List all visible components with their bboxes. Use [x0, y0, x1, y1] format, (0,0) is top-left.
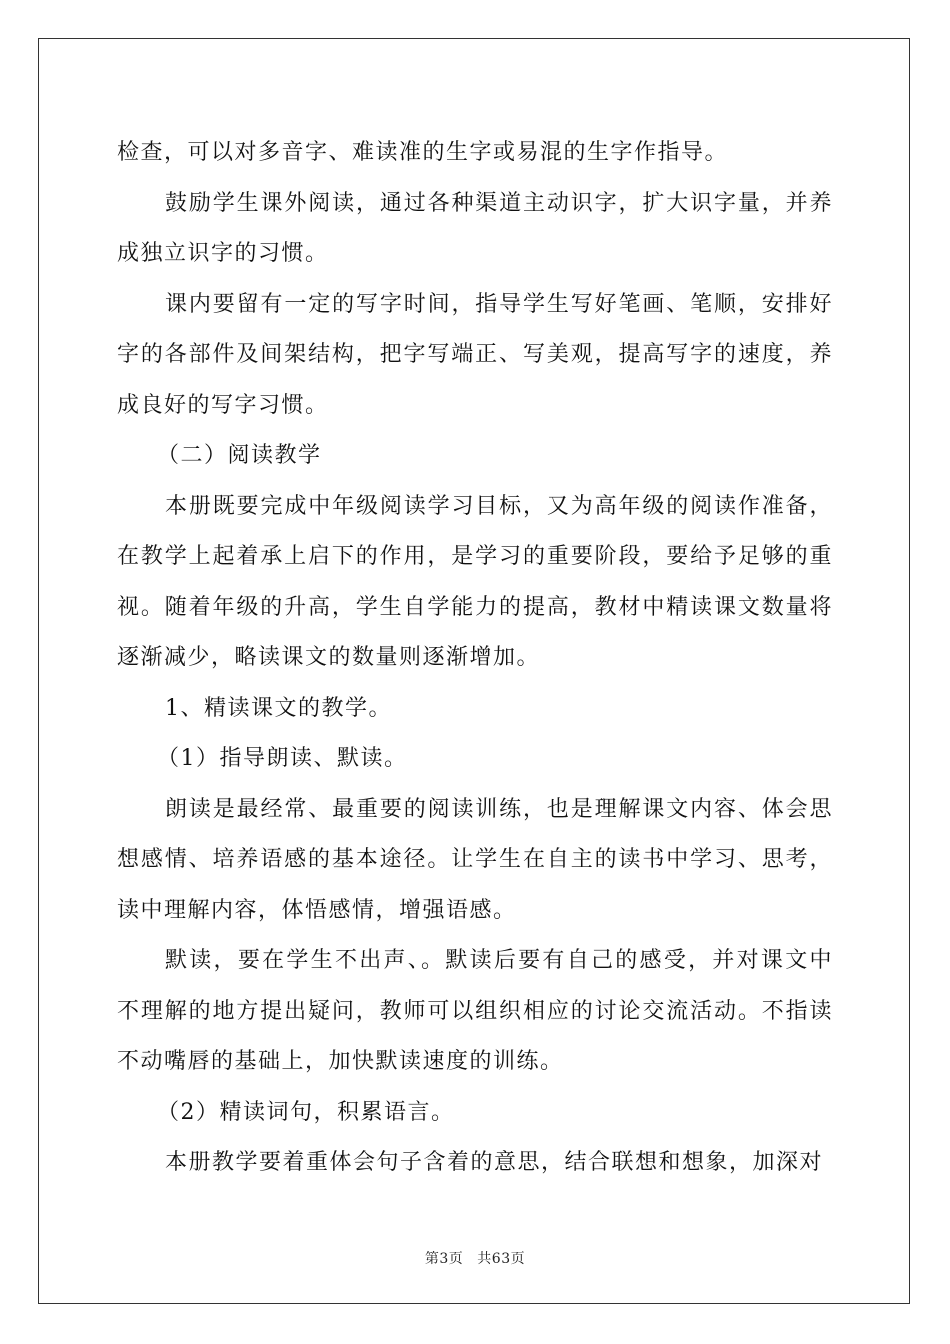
paragraph-reading-goals: 本册既要完成中年级阅读学习目标，又为高年级的阅读作准备，在教学上起着承上启下的作用，是学习的重要阶段，要给予足够的重视。随着年级的升高，学生自学能力的提高，教材中精读课文数量将逐渐减少，略读课文的数量则逐渐增加。	[117, 493, 833, 670]
page-total: 共63页	[477, 1251, 526, 1267]
subheading-intensive-reading: 1、精读课文的教学。	[165, 695, 392, 721]
page-footer	[0, 1248, 950, 1268]
paragraph-extracurricular-reading: 鼓励学生课外阅读，通过各种渠道主动识字，扩大识字量，并养成独立识字的习惯。	[117, 190, 833, 266]
paragraph-continuation: 检查，可以对多音字、难读准的生字或易混的生字作指导。	[117, 140, 729, 165]
paragraph-reading-aloud: 朗读是最经常、最重要的阅读训练，也是理解课文内容、体会思想感情、培养语感的基本途径。让学生在自主的读书中学习、思考，读中理解内容，体悟感情，增强语感。	[117, 796, 833, 923]
paragraph-writing-practice: 课内要留有一定的写字时间，指导学生写好笔画、笔顺，安排好字的各部件及间架结构，把字写端正、写美观，提高写字的速度，养成良好的写字习惯。	[117, 291, 833, 418]
subheading-guided-reading: （1）指导朗读、默读。	[157, 746, 408, 771]
section-heading-reading: （二）阅读教学	[157, 443, 322, 468]
paragraph-sentence-meaning: 本册教学要着重体会句子含着的意思，结合联想和想象，加深对	[165, 1150, 824, 1175]
subheading-words-sentences: （2）精读词句，积累语言。	[157, 1099, 455, 1125]
page-number: 第3页	[424, 1251, 464, 1267]
document-body	[117, 128, 833, 1189]
paragraph-silent-reading: 默读，要在学生不出声、。默读后要有自己的感受，并对课文中不理解的地方提出疑问，教师可以组织相应的讨论交流活动。不指读不动嘴唇的基础上，加快默读速度的训练。	[117, 948, 833, 1074]
